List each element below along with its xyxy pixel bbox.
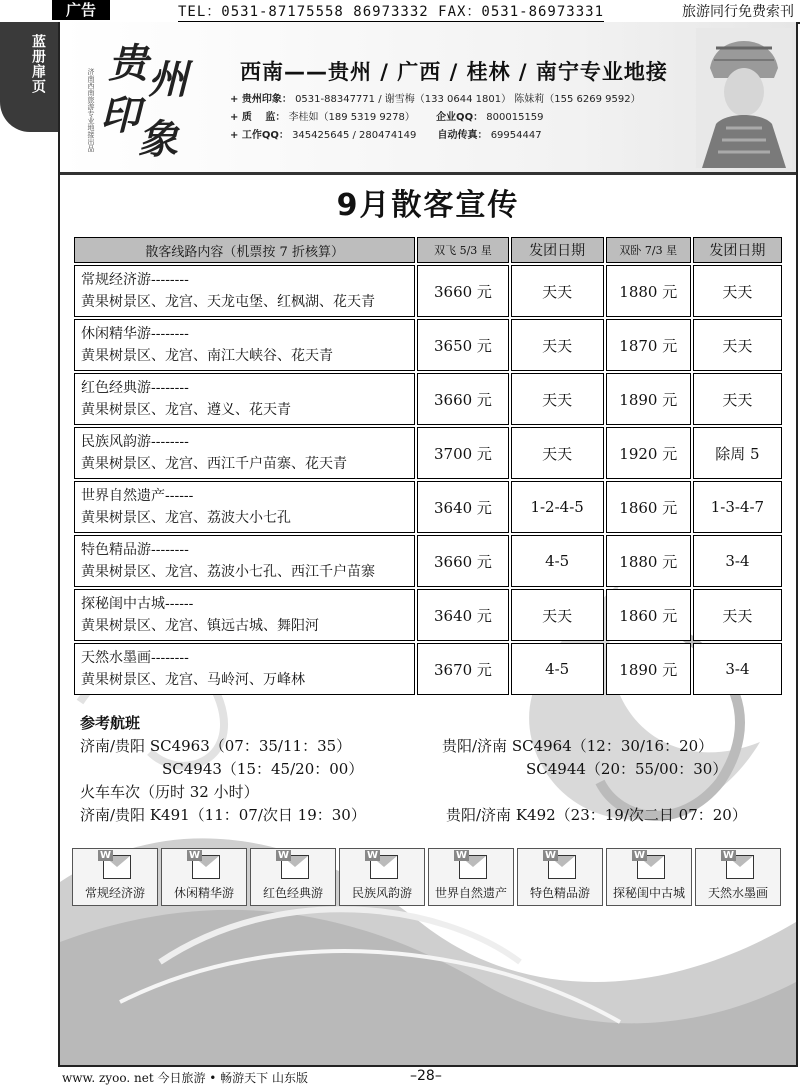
price-rail: 1860 元	[606, 481, 691, 533]
word-doc-icon	[100, 850, 131, 879]
word-doc-icon	[367, 850, 398, 879]
route-spots: 黄果树景区、龙宫、镇远古城、舞阳河	[81, 618, 319, 634]
logo-char: 州	[148, 56, 188, 103]
logo-char: 贵	[108, 40, 148, 87]
page-number: –28–	[410, 1068, 442, 1084]
route-name: 常规经济游--------	[81, 272, 189, 288]
route-name: 民族风韵游--------	[81, 434, 189, 450]
price-flight: 3660 元	[417, 535, 508, 587]
price-rail: 1890 元	[606, 373, 691, 425]
route-name: 世界自然遗产------	[81, 488, 194, 504]
doc-label: 民族风韵游	[351, 886, 412, 900]
info-value: 69954447	[490, 130, 542, 141]
doc-link[interactable]	[339, 848, 425, 906]
info-key: 企业QQ：	[436, 112, 484, 123]
doc-label: 休闲精华游	[173, 886, 234, 900]
price-flight: 3670 元	[417, 643, 508, 695]
route-cell	[74, 373, 415, 425]
info-key: 自动传真：	[437, 130, 488, 141]
table-header-row	[74, 237, 782, 263]
train-line: 济南/贵阳 K491（11：07/次日 19：30）	[80, 806, 366, 824]
doc-link[interactable]	[250, 848, 336, 906]
departure-days-flight: 天天	[511, 319, 604, 371]
route-spots: 黄果树景区、龙宫、荔波小七孔、西江千户苗寨	[81, 564, 375, 580]
info-line	[230, 90, 641, 105]
route-table	[72, 235, 784, 697]
info-value: 0531-88347771 / 谢雪梅（133 0644 1801） 陈妹莉（155 6269 9592）	[295, 94, 641, 105]
word-doc-icon	[189, 850, 220, 879]
departure-days-rail: 1-3-4-7	[693, 481, 782, 533]
word-doc-icon	[723, 850, 754, 879]
price-flight: 3660 元	[417, 373, 508, 425]
departure-days-flight: 4-5	[511, 535, 604, 587]
route-spots: 黄果树景区、龙宫、马岭河、万峰林	[81, 672, 305, 688]
doc-badge: W	[545, 850, 557, 861]
doc-label: 天然水墨画	[707, 886, 768, 900]
word-doc-icon	[456, 850, 487, 879]
ad-tag: 广告	[52, 0, 110, 20]
table-row	[74, 589, 782, 641]
word-doc-icon	[634, 850, 665, 879]
departure-days-rail: 3-4	[693, 643, 782, 695]
doc-label: 红色经典游	[262, 886, 323, 900]
document-links	[72, 848, 784, 906]
departure-days-flight: 天天	[511, 373, 604, 425]
price-rail: 1880 元	[606, 265, 691, 317]
col-header: 发团日期	[693, 237, 782, 263]
departure-days-rail: 天天	[693, 373, 782, 425]
departure-days-flight: 天天	[511, 427, 604, 479]
departure-days-rail: 3-4	[693, 535, 782, 587]
info-line	[230, 126, 542, 141]
brand-logo	[86, 32, 206, 162]
doc-badge: W	[634, 850, 646, 861]
departure-days-rail: 天天	[693, 265, 782, 317]
departure-days-flight: 天天	[511, 589, 604, 641]
price-rail: 1860 元	[606, 589, 691, 641]
flight-line: 济南/贵阳 SC4963（07：35/11：35）	[80, 737, 352, 755]
doc-label: 特色精品游	[529, 886, 590, 900]
route-spots: 黄果树景区、龙宫、天龙屯堡、红枫湖、花天青	[81, 294, 375, 310]
side-tab	[0, 22, 58, 132]
route-name: 天然水墨画--------	[81, 650, 189, 666]
col-header: 双飞 5/3 星	[417, 237, 508, 263]
route-cell	[74, 589, 415, 641]
doc-link[interactable]	[428, 848, 514, 906]
doc-link[interactable]	[606, 848, 692, 906]
route-cell	[74, 535, 415, 587]
route-cell	[74, 643, 415, 695]
side-tab-label: 蓝册扉页	[30, 34, 46, 94]
doc-link[interactable]	[72, 848, 158, 906]
doc-label: 探秘闺中古城	[612, 886, 685, 900]
doc-label: 世界自然遗产	[434, 886, 507, 900]
doc-link[interactable]	[517, 848, 603, 906]
price-rail: 1920 元	[606, 427, 691, 479]
info-value: 李桂如（189 5319 9278）	[288, 112, 415, 123]
word-doc-icon	[545, 850, 576, 879]
departure-days-flight: 1-2-4-5	[511, 481, 604, 533]
price-rail: 1870 元	[606, 319, 691, 371]
route-name: 探秘闺中古城------	[81, 596, 194, 612]
train-heading: 火车车次（历时 32 小时）	[80, 783, 259, 801]
price-flight: 3700 元	[417, 427, 508, 479]
table-row	[74, 427, 782, 479]
route-name: 特色精品游--------	[81, 542, 189, 558]
table-row	[74, 535, 782, 587]
departure-days-rail: 除周 5	[693, 427, 782, 479]
price-flight: 3640 元	[417, 481, 508, 533]
flights-heading: 参考航班	[80, 714, 141, 732]
top-bar	[0, 0, 800, 24]
route-name: 红色经典游--------	[81, 380, 189, 396]
info-key: + 质 监：	[230, 112, 286, 123]
price-flight: 3650 元	[417, 319, 508, 371]
logo-char: 印	[100, 92, 140, 139]
route-spots: 黄果树景区、龙宫、南江大峡谷、花天青	[81, 348, 333, 364]
logo-char: 象	[138, 116, 178, 163]
departure-days-flight: 天天	[511, 265, 604, 317]
table-row	[74, 265, 782, 317]
ad-frame	[58, 22, 798, 1067]
route-cell	[74, 481, 415, 533]
route-cell	[74, 319, 415, 371]
table-row	[74, 373, 782, 425]
route-name: 休闲精华游--------	[81, 326, 189, 342]
doc-badge: W	[723, 850, 735, 861]
doc-link[interactable]	[695, 848, 781, 906]
word-doc-icon	[278, 850, 309, 879]
price-flight: 3640 元	[417, 589, 508, 641]
route-cell	[74, 265, 415, 317]
table-row	[74, 319, 782, 371]
doc-badge: W	[367, 850, 379, 861]
doc-badge: W	[100, 850, 112, 861]
info-line	[230, 108, 544, 123]
route-spots: 黄果树景区、龙宫、遵义、花天青	[81, 402, 291, 418]
doc-badge: W	[456, 850, 468, 861]
route-cell	[74, 427, 415, 479]
price-rail: 1880 元	[606, 535, 691, 587]
col-header: 双卧 7/3 星	[606, 237, 691, 263]
footer-site: www. zyoo. net 今日旅游 • 畅游天下 山东版	[62, 1071, 308, 1085]
info-value: 800015159	[486, 112, 544, 123]
departure-days-flight: 4-5	[511, 643, 604, 695]
route-spots: 黄果树景区、龙宫、荔波大小七孔	[81, 510, 291, 526]
flight-line: SC4944（20：55/00：30）	[526, 760, 728, 778]
price-flight: 3660 元	[417, 265, 508, 317]
page-title: 9月散客宣传	[336, 188, 520, 223]
footer	[0, 1067, 800, 1087]
doc-badge: W	[189, 850, 201, 861]
departure-days-rail: 天天	[693, 589, 782, 641]
info-key: + 贵州印象：	[230, 94, 292, 105]
flight-line: SC4943（15：45/20：00）	[162, 760, 364, 778]
headline: 西南——贵州 / 广西 / 桂林 / 南宁专业地接	[240, 60, 668, 84]
price-rail: 1890 元	[606, 643, 691, 695]
col-header: 散客线路内容（机票按 7 折核算）	[74, 237, 415, 263]
portrait-photo	[696, 28, 792, 168]
flight-line: 贵阳/济南 SC4964（12：30/16：20）	[442, 737, 714, 755]
doc-badge: W	[278, 850, 290, 861]
table-row	[74, 643, 782, 695]
contact-line: TEL：0531-87175558 86973332 FAX：0531-86973331	[178, 1, 604, 22]
train-line: 贵阳/济南 K492（23：19/次二日 07：20）	[446, 806, 747, 824]
departure-days-rail: 天天	[693, 319, 782, 371]
route-spots: 黄果树景区、龙宫、西江千户苗寨、花天青	[81, 456, 347, 472]
info-value: 345425645 / 280474149	[292, 130, 417, 141]
table-row	[74, 481, 782, 533]
logo-subtitle: 济南西南旅游专业地接出品	[87, 68, 95, 152]
flight-info	[80, 712, 780, 827]
header	[60, 22, 796, 175]
col-header: 发团日期	[511, 237, 604, 263]
index-label: 旅游同行免费索刊	[682, 4, 794, 20]
doc-label: 常规经济游	[84, 886, 145, 900]
info-key: + 工作QQ：	[230, 130, 289, 141]
doc-link[interactable]	[161, 848, 247, 906]
